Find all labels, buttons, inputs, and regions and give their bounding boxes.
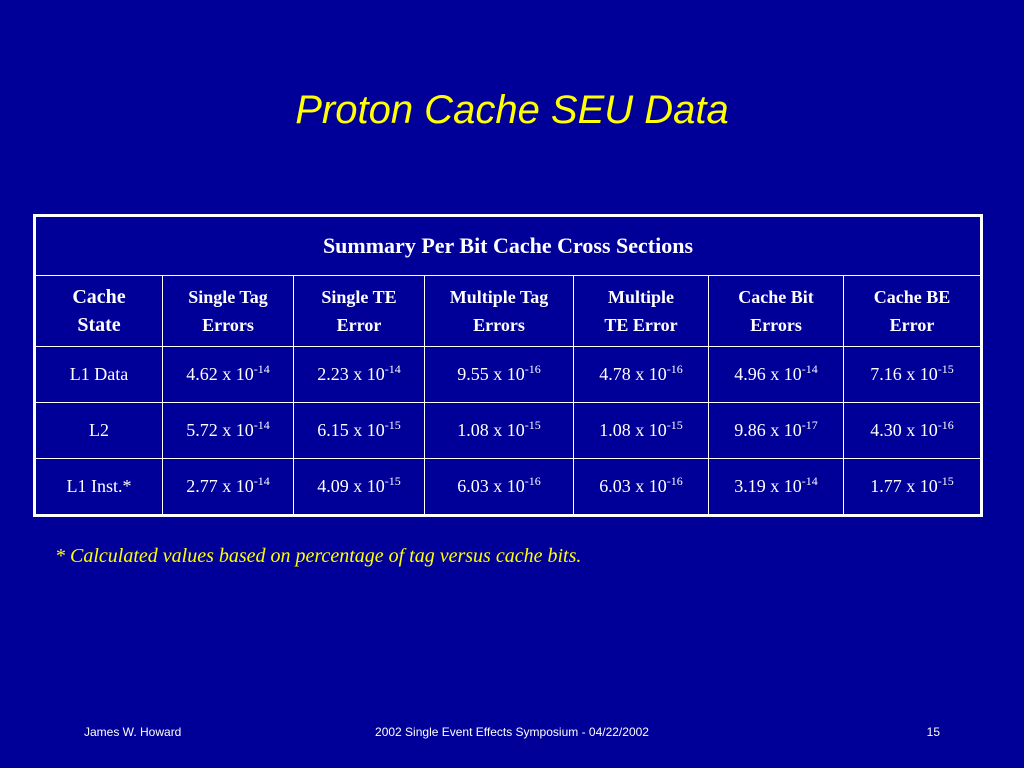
- table-cell: 6.03 x $10^{-16}$: [425, 459, 574, 516]
- table-cell: 6.15 x $10^{-15}$: [294, 403, 425, 459]
- header-multiple-tag-errors: Multiple Tag Errors: [425, 276, 574, 347]
- table-row: [35, 347, 982, 403]
- table-cell: 4.30 x $10^{-16}$: [844, 403, 982, 459]
- header-single-te-error: Single TE Error: [294, 276, 425, 347]
- footer-author: James W. Howard: [84, 725, 182, 739]
- table-cell: 4.96 x $10^{-14}$: [709, 347, 844, 403]
- table-cell: 5.72 x $10^{-14}$: [163, 403, 294, 459]
- page-number: 15: [926, 725, 940, 739]
- table-cell: 9.55 x $10^{-16}$: [425, 347, 574, 403]
- row-state: L2: [35, 403, 163, 459]
- table-cell: 4.78 x $10^{-16}$: [574, 347, 709, 403]
- table-cell: 4.62 x $10^{-14}$: [163, 347, 294, 403]
- table-caption: Summary Per Bit Cache Cross Sections: [35, 216, 982, 276]
- table-cell: 1.08 x $10^{-15}$: [574, 403, 709, 459]
- header-cache-bit-errors: Cache Bit Errors: [709, 276, 844, 347]
- table-cell: 6.03 x $10^{-16}$: [574, 459, 709, 516]
- table-cell: 1.08 x $10^{-15}$: [425, 403, 574, 459]
- table-cell: 2.23 x $10^{-14}$: [294, 347, 425, 403]
- table-cell: 3.19 x $10^{-14}$: [709, 459, 844, 516]
- table-cell: 4.09 x $10^{-15}$: [294, 459, 425, 516]
- header-multiple-te-error: Multiple TE Error: [574, 276, 709, 347]
- slide-title: Proton Cache SEU Data: [295, 88, 729, 132]
- header-cache-be-error: Cache BE Error: [844, 276, 982, 347]
- table-cell: 1.77 x $10^{-15}$: [844, 459, 982, 516]
- header-row: [35, 276, 982, 347]
- row-state: L1 Data: [35, 347, 163, 403]
- header-single-tag-errors: Single Tag Errors: [163, 276, 294, 347]
- table-cell: 2.77 x $10^{-14}$: [163, 459, 294, 516]
- table-row: [35, 403, 982, 459]
- table-cell: 7.16 x $10^{-15}$: [844, 347, 982, 403]
- footer-event: 2002 Single Event Effects Symposium - 04/22/2002: [375, 725, 649, 739]
- caption-row: [35, 216, 982, 276]
- table-cell: 9.86 x $10^{-17}$: [709, 403, 844, 459]
- cross-section-table: [33, 214, 983, 517]
- row-state: L1 Inst.*: [35, 459, 163, 516]
- header-cache-state: Cache State: [35, 276, 163, 347]
- footnote: * Calculated values based on percentage of tag versus cache bits.: [55, 545, 582, 567]
- table-row: [35, 459, 982, 516]
